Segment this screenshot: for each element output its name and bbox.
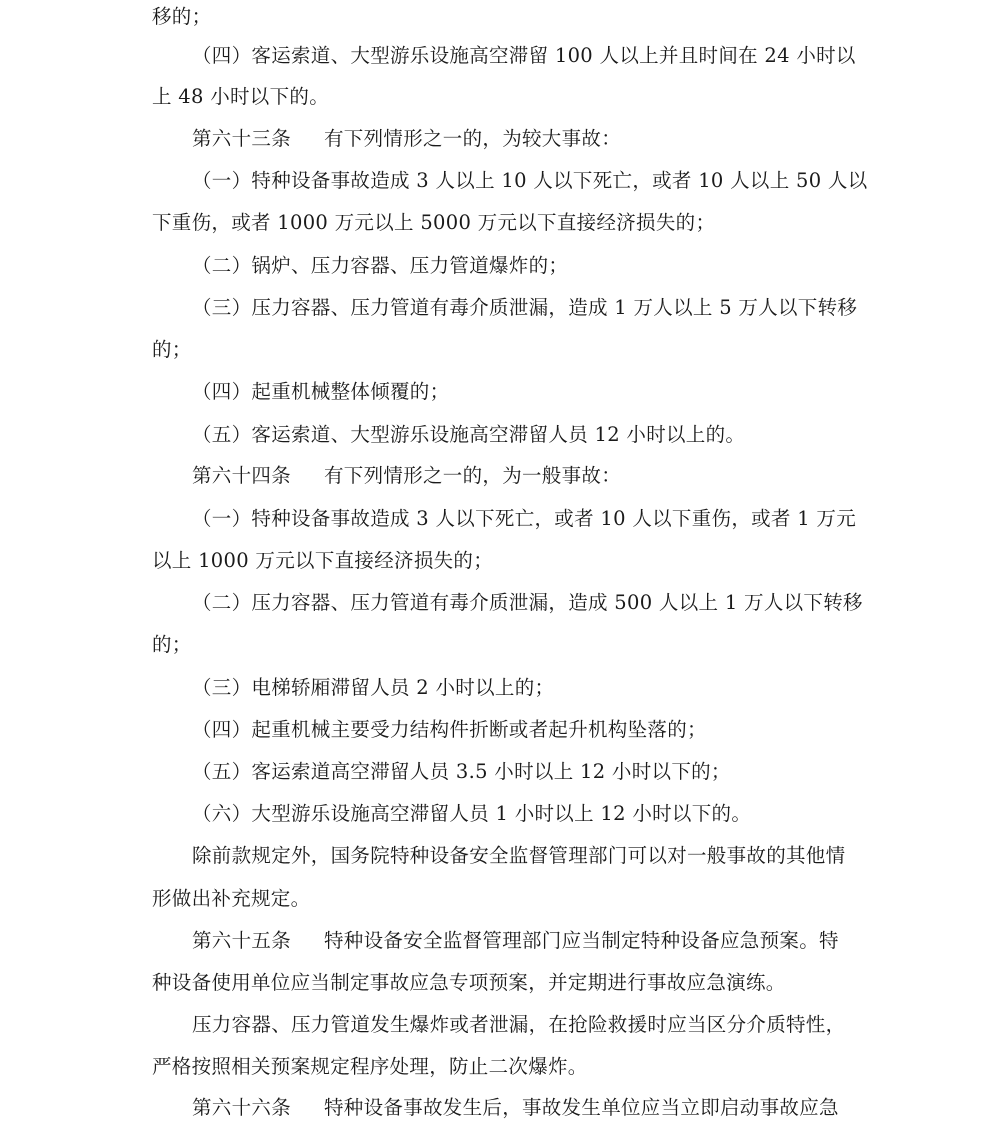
text-line: （四）起重机械主要受力结构件折断或者起升机构坠落的； (192, 718, 707, 741)
text-line: 形做出补充规定。 (152, 887, 311, 910)
text-line: （三）压力容器、压力管道有毒介质泄漏，造成 1 万人以上 5 万人以下转移 (192, 296, 858, 319)
text-line: （一）特种设备事故造成 3 人以上 10 人以下死亡，或者 10 人以上 50 人以 (192, 169, 868, 192)
article-number: 第六十五条 (192, 929, 292, 952)
text-line: 上 48 小时以下的。 (152, 85, 330, 108)
article-text: 特种设备事故发生后，事故发生单位应当立即启动事故应急 (324, 1096, 839, 1119)
text-line: 严格按照相关预案规定程序处理，防止二次爆炸。 (152, 1055, 588, 1078)
article-heading-66 (192, 1095, 892, 1121)
text-line: （五）客运索道、大型游乐设施高空滞留人员 12 小时以上的。 (192, 423, 746, 446)
text-line: 压力容器、压力管道发生爆炸或者泄漏，在抢险救援时应当区分介质特性， (192, 1013, 846, 1036)
text-line: （四）客运索道、大型游乐设施高空滞留 100 人以上并且时间在 24 小时以 (192, 44, 856, 67)
text-line: 下重伤，或者 1000 万元以上 5000 万元以下直接经济损失的； (152, 211, 716, 234)
article-number: 第六十三条 (192, 127, 292, 150)
article-text: 有下列情形之一的，为一般事故： (324, 464, 622, 487)
text-line: 的； (152, 338, 192, 361)
text-line: （六）大型游乐设施高空滞留人员 1 小时以上 12 小时以下的。 (192, 802, 752, 825)
text-line: （三）电梯轿厢滞留人员 2 小时以上的； (192, 676, 555, 699)
text-line: 移的； (152, 5, 212, 28)
article-heading-64 (192, 463, 892, 489)
text-line: 除前款规定外，国务院特种设备安全监督管理部门可以对一般事故的其他情 (192, 844, 846, 867)
article-heading-63 (192, 126, 892, 152)
text-line: （二）锅炉、压力容器、压力管道爆炸的； (192, 254, 569, 277)
text-line: （二）压力容器、压力管道有毒介质泄漏，造成 500 人以上 1 万人以下转移 (192, 591, 863, 614)
text-line: 的； (152, 633, 192, 656)
article-number: 第六十四条 (192, 464, 292, 487)
article-text: 特种设备安全监督管理部门应当制定特种设备应急预案。特 (324, 929, 839, 952)
article-heading-65 (192, 928, 892, 954)
text-line: 以上 1000 万元以下直接经济损失的； (152, 549, 494, 572)
article-number: 第六十六条 (192, 1096, 292, 1119)
text-line: （五）客运索道高空滞留人员 3.5 小时以上 12 小时以下的； (192, 760, 731, 783)
text-line: （一）特种设备事故造成 3 人以下死亡，或者 10 人以下重伤，或者 1 万元 (192, 507, 857, 530)
article-text: 有下列情形之一的，为较大事故： (324, 127, 622, 150)
text-line: （四）起重机械整体倾覆的； (192, 380, 450, 403)
text-line: 种设备使用单位应当制定事故应急专项预案，并定期进行事故应急演练。 (152, 971, 786, 994)
